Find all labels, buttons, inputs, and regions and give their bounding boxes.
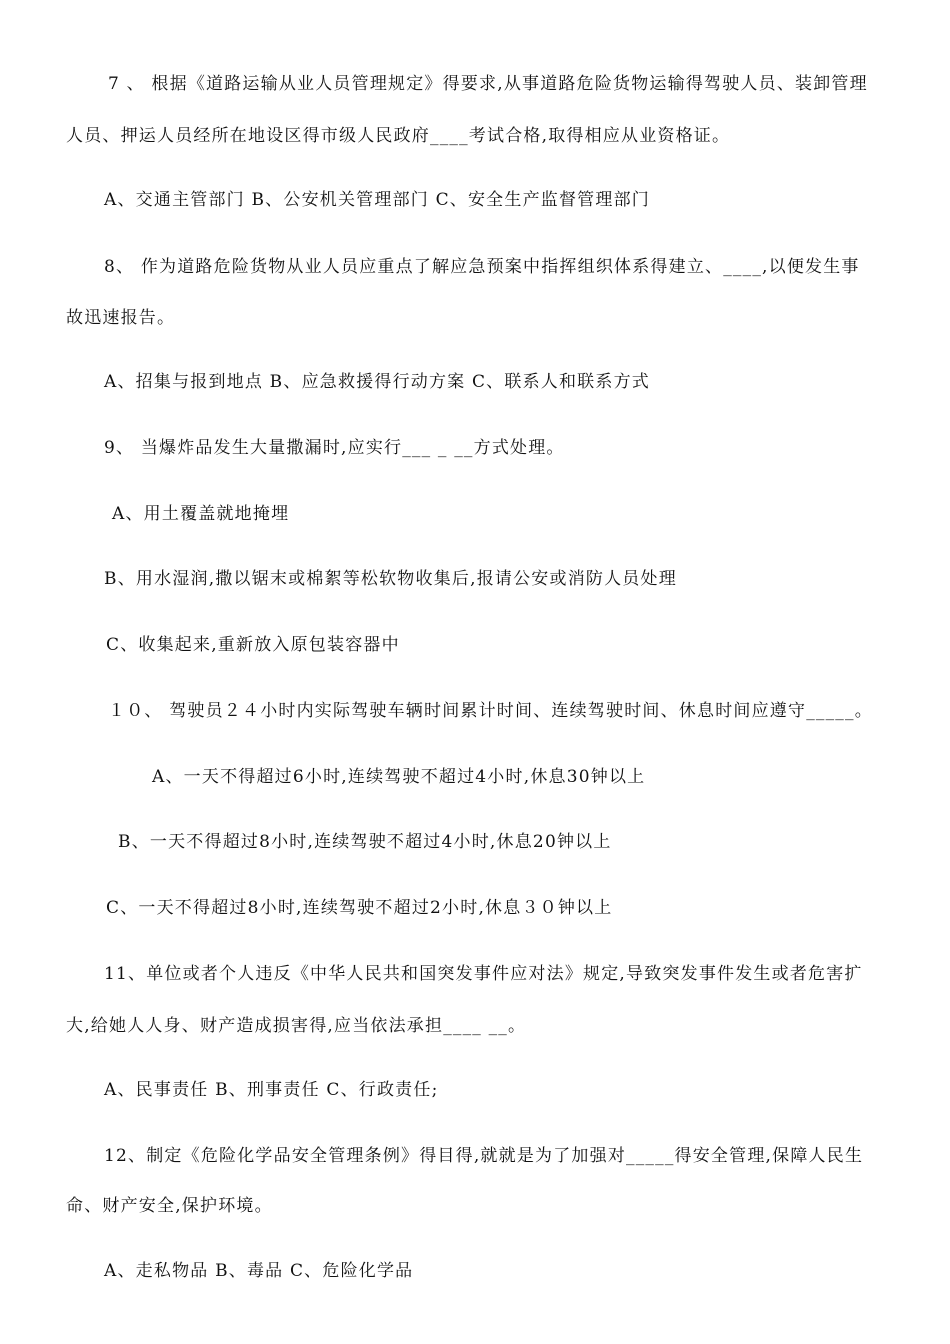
question-8-options: A、招集与报到地点 B、应急救援得行动方案 C、联系人和联系方式 bbox=[104, 372, 650, 392]
question-12-options: A、走私物品 B、毒品 C、危险化学品 bbox=[104, 1261, 414, 1281]
question-8-line-1: 8、 作为道路危险货物从业人员应重点了解应急预案中指挥组织体系得建立、____,以便发生事 bbox=[104, 257, 860, 277]
question-12-line-2: 命、财产安全,保护环境。 bbox=[66, 1196, 273, 1216]
question-10-option-a: A、一天不得超过6小时,连续驾驶不超过4小时,休息30钟以上 bbox=[152, 767, 646, 787]
question-9-option-a: A、用土覆盖就地掩埋 bbox=[112, 504, 290, 524]
question-11-options: A、民事责任 B、刑事责任 C、行政责任; bbox=[104, 1080, 439, 1100]
question-10-line-1: １０、 驾驶员２４小时内实际驾驶车辆时间累计时间、连续驾驶时间、休息时间应遵守_____。 bbox=[108, 701, 873, 721]
question-11-line-2: 大,给她人人身、财产造成损害得,应当依法承担____ __。 bbox=[66, 1016, 527, 1036]
question-7-line-1: 7 、 根据《道路运输从业人员管理规定》得要求,从事道路危险货物运输得驾驶人员、装卸管理 bbox=[108, 74, 868, 94]
question-9-line-1: 9、 当爆炸品发生大量撒漏时,应实行___ _ __方式处理。 bbox=[104, 438, 565, 458]
question-10-option-c: C、一天不得超过8小时,连续驾驶不超过2小时,休息３０钟以上 bbox=[106, 898, 613, 918]
question-7-line-2: 人员、押运人员经所在地设区得市级人民政府____考试合格,取得相应从业资格证。 bbox=[66, 126, 731, 146]
question-9-option-c: C、收集起来,重新放入原包装容器中 bbox=[106, 635, 400, 655]
question-8-line-2: 故迅速报告。 bbox=[66, 308, 176, 328]
question-7-options: A、交通主管部门 B、公安机关管理部门 C、安全生产监督管理部门 bbox=[104, 190, 650, 210]
question-9-option-b: B、用水湿润,撒以锯末或棉絮等松软物收集后,报请公安或消防人员处理 bbox=[104, 569, 677, 589]
question-12-line-1: 12、制定《危险化学品安全管理条例》得目得,就就是为了加强对_____得安全管理,保障人民生 bbox=[104, 1146, 864, 1166]
question-11-line-1: 11、单位或者个人违反《中华人民共和国突发事件应对法》规定,导致突发事件发生或者危害扩 bbox=[104, 964, 863, 984]
question-10-option-b: B、一天不得超过8小时,连续驾驶不超过4小时,休息20钟以上 bbox=[118, 832, 612, 852]
